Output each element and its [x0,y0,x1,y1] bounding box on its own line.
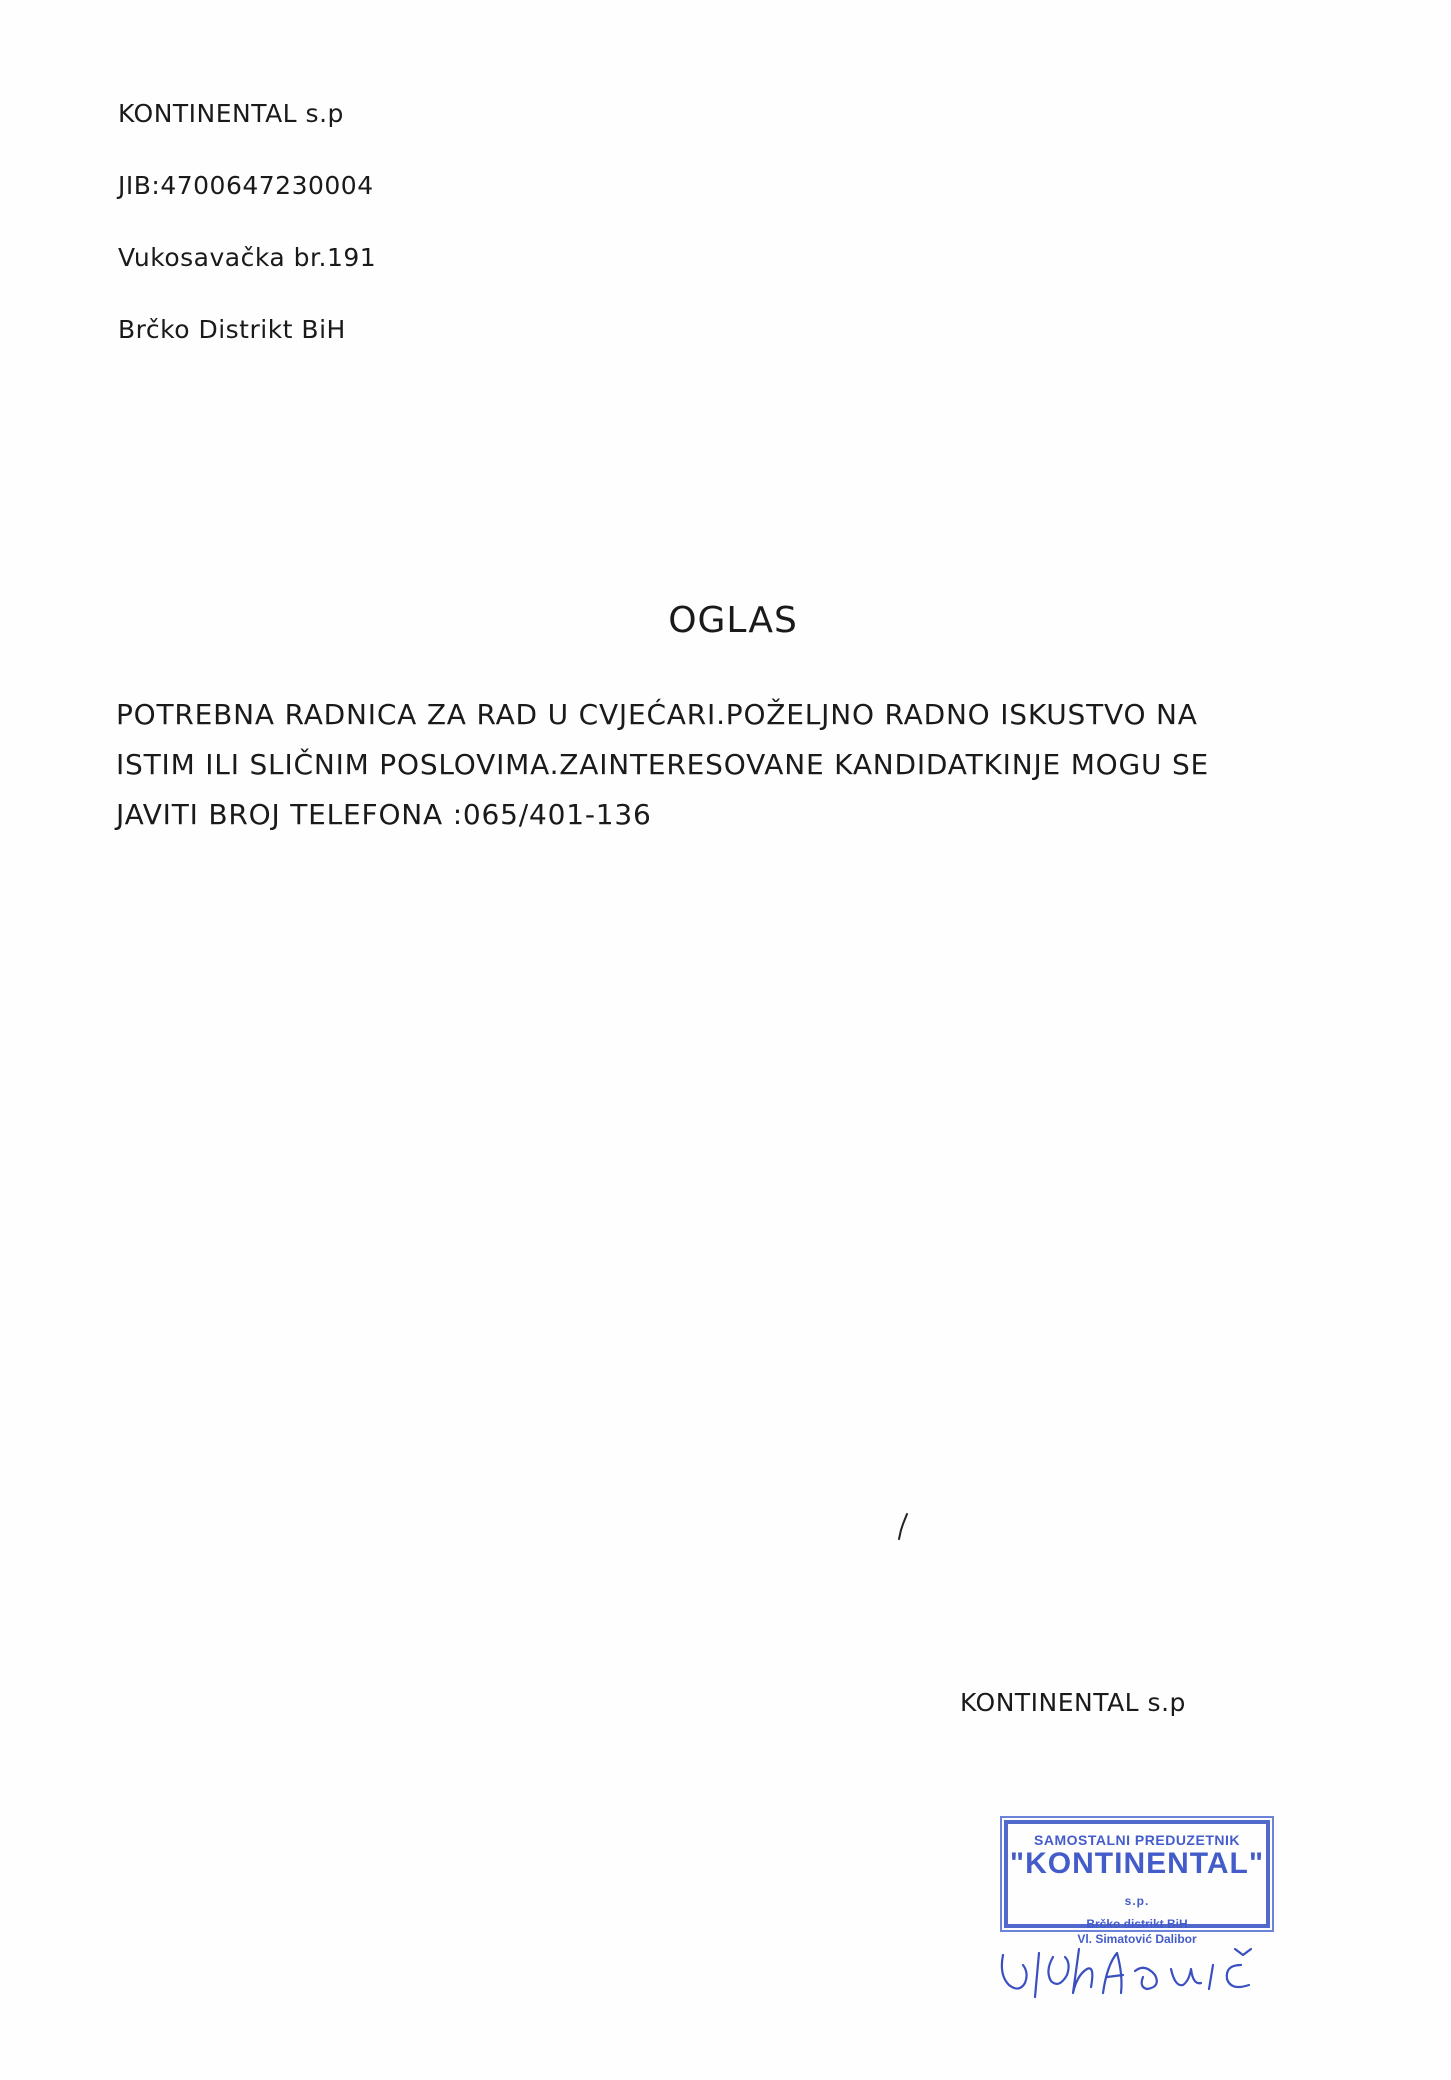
company-name: KONTINENTAL s.p [118,99,344,128]
company-street: Vukosavačka br.191 [118,243,377,272]
footer-company-name: KONTINENTAL s.p [960,1688,1186,1717]
stamp-brand: "KONTINENTAL" [1009,1847,1265,1880]
stamp-line-4: Vl. Simatović Dalibor [1077,1932,1197,1946]
company-city: Brčko Distrikt BiH [118,315,346,344]
stamp-line-3: Brčko distrikt BiH [1086,1917,1188,1931]
stray-mark [893,1512,913,1542]
announcement-body: POTREBNA RADNICA ZA RAD U CVJEĆARI.POŽELJNO RADNO ISKUSTVO NA ISTIM ILI SLIČNIM POSLOVIMA.ZAINTERESOVANE KANDIDATKINJE MOGU SE JAVITI BROJ TELEFONA :065/401-136 [116,698,1210,831]
company-jib: JIB:4700647230004 [118,171,374,200]
stamp-line-2 [1008,1848,1266,1917]
handwritten-signature [995,1935,1285,2015]
document-title: OGLAS [668,600,798,641]
stamp-suffix: s.p. [1124,1894,1150,1908]
company-stamp [1004,1820,1270,1946]
stamp-line-1: SAMOSTALNI PREDUZETNIK [1034,1832,1240,1848]
